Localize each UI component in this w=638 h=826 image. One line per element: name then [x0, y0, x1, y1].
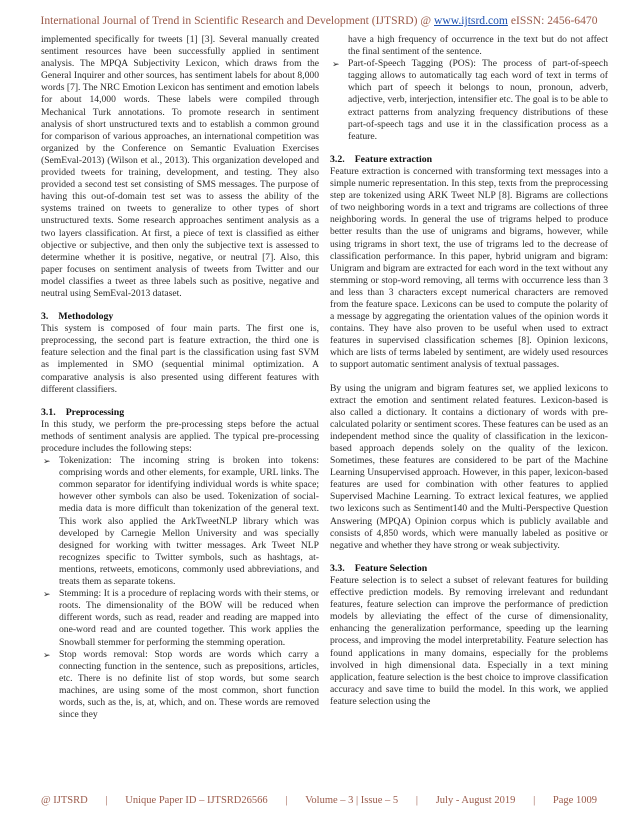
header-issn: eISSN: 2456-6470: [507, 14, 598, 27]
running-footer: [41, 795, 597, 806]
footer-separator: |: [533, 795, 536, 806]
footer-separator: |: [415, 795, 418, 806]
footer-volume: Volume – 3 | Issue – 5: [305, 795, 399, 806]
feature-extraction-paragraph: Feature extraction is concerned with transforming text messages into a simple numeric representation. In this step, texts from the preprocessing step are tokenized using ARK Tweet NLP [8]. Bigrams are collections of two neighboring words in a text and trigrams are collections of three neighboring words. In general the use of trigrams helped to produce better results than the use of unigrams and bigrams, however, while using trigrams in short text, the use of trigrams led to the decrease of classification performance. In this paper, hybrid unigram and bigram: Unigram and bigram are extracted for each word in the text without any stemming or stop-word removing, all terms with occurrence less than 3 and less than 3 characters except numerical characters are removed from the feature space. Lexicons can be used to compute the polarity of a message by aggregating the orientation values of the opinion words it contains. They have also proven to be useful when used to extract features in supervised classification schemes [8]. Opinion lexicons, which are lists of terms labeled by sentiment, are widely used resources to support automatic sentiment analysis of textual passages.: [330, 165, 608, 371]
section-title: Methodology: [58, 311, 114, 323]
subsection-title: Preprocessing: [65, 406, 125, 418]
right-column: [330, 34, 608, 719]
list-item-text: have a high frequency of occurrence in the text but do not affect the final sentiment of the sentence.: [348, 34, 608, 58]
arrow-bullet-icon: ➢: [332, 59, 340, 70]
left-column: [41, 34, 319, 732]
subsection-number: 3.1.: [41, 406, 56, 418]
methodology-paragraph: This system is composed of four main parts. The first one is, preprocessing, the second part is feature extraction, the third one is feature selection and the final part is the classification using fast SVM as implemented in SMO (sequential minimal optimization. A comparative analysis is also presented using different features with different classifiers.: [41, 323, 319, 395]
preprocessing-steps-continued-list: [330, 34, 608, 143]
subsection-heading-feature-selection: [330, 563, 608, 575]
list-item: [41, 455, 319, 588]
feature-selection-paragraph: Feature selection is to select a subset of relevant features for building effective prediction models. By removing irrelevant and redundant features, feature selection can improve the performance of prediction models by alleviating the effect of the curse of dimensionality, enhancing the generalization performance, speeding up the learning process, and improving the model interpretability. Feature selection has found applications in many domains, especially for the problems involved in high dimensional data. Especially in a text mining application, feature selection is the best choice to improve classification accuracy and save time to build the model. In this work, we applied feature selection using the: [330, 574, 608, 707]
section-number: 3.: [41, 311, 49, 323]
subsection-title: Feature extraction: [354, 153, 433, 165]
subsection-number: 3.3.: [330, 562, 345, 574]
header-text: International Journal of Trend in Scientific Research and Development (IJTSRD) @: [40, 14, 434, 27]
preprocessing-steps-list: [41, 455, 319, 721]
arrow-bullet-icon: ➢: [43, 649, 51, 660]
arrow-bullet-icon: ➢: [43, 456, 51, 467]
journal-link[interactable]: www.ijtsrd.com: [434, 14, 508, 27]
list-item-text: Tokenization: The incoming string is broken into tokens: comprising words and other elements, for example, URL links. The common separator for identifying individual words is white space; however other symbols can also be used. Tokenization of social-media data is more difficult than tokenization of the general text. This work also applied the ArkTweetNLP library which was developed by Carnegie Mellon University and was specially designed for working with twitter messages. Ark Tweet NLP recognizes specific to Twitter symbols, such as hashtags, at-mentions, retweets, emoticons, commonly used abbreviations, and treats them as separate tokens.: [59, 455, 319, 588]
footer-page-number: Page 1009: [552, 795, 597, 806]
footer-paper-id: Unique Paper ID – IJTSRD26566: [125, 795, 268, 806]
subsection-heading-preprocessing: [41, 407, 319, 419]
preprocessing-paragraph: In this study, we perform the pre-processing steps before the actual methods of sentiment analysis are applied. The typical pre-processing procedure includes the following steps:: [41, 418, 319, 454]
list-item: [330, 58, 608, 143]
list-item: [330, 34, 608, 58]
section-heading-methodology: [41, 311, 319, 323]
footer-separator: |: [105, 795, 108, 806]
footer-separator: |: [285, 795, 288, 806]
subsection-title: Feature Selection: [354, 562, 428, 574]
footer-site: @ IJTSRD: [41, 795, 88, 806]
subsection-heading-feature-extraction: [330, 154, 608, 166]
footer-date: July - August 2019: [435, 795, 516, 806]
arrow-bullet-icon: ➢: [43, 589, 51, 600]
list-item: [41, 649, 319, 722]
intro-paragraph: implemented specifically for tweets [1] [3]. Several manually created sentiment resources have been successfully applied in sentiment analysis. The MPQA Subjectivity Lexicon, which draws from the General Inquirer and other sources, has sentiment labels for about 8,000 words [7]. The NRC Emotion Lexicon has sentiment and emotion labels for about 14,000 words. These labels were compiled through Mechanical Turk annotations. To promote research in sentiment analysis of short unstructured texts and to establish a common ground for comparison of various approaches, an international competition was organized by the Conference on Semantic Evaluation Exercises (SemEval-2013) (Wilson et al., 2013). This organization developed and provided tweets for training, development, and testing. They also provided a second test set consisting of SMS messages. The purpose of having this out-of-domain test set was to assess the ability of the systems trained on tweets to generalize to other types of short unstructured texts. Some research approaches sentiment analysis as a two layers classification. At first, a piece of text is classified as either objective or subjective, and then only the subjective text is assessed to determine whether it is positive, negative, or neutral [7]. Also, this paper focuses on sentiment analysis of tweets from Twitter and our model classifies a tweet as three labels such as positive, negative and neutral using SemEval-2013 dataset.: [41, 34, 319, 299]
lexicon-paragraph: By using the unigram and bigram features set, we applied lexicons to extract the emotion and sentiment related features. Lexicon-based is also called a dictionary. It contains a dictionary of words with pre-calculated polarity or sentiment scores. These features can be used as an independent method since the quality of classification in the lexicon-based approach depends solely on the quality of the lexicon. Sometimes, these features are considered to be part of the Machine Learning Unsupervised approach. However, in this paper, lexicon-based features are used for combination with other features to applied Supervised Machine Learning. To extract lexical features, we applied two lexicons such as Sentiment140 and the Multi-Perspective Question Answering (MPQA) Opinion corpus which is publicly available and consists of 4,850 words, which were manually labeled as positive or negative and whether they have strong or weak subjectivity.: [330, 382, 608, 551]
list-item-text: Stemming: It is a procedure of replacing words with their stems, or roots. The dimensionality of the BOW will be reduced when different words, such as read, reader and reading are mapped into one-word read and are counted together. This work applies the Snowball stemmer for performing the stemming operation.: [59, 588, 319, 648]
running-header: [0, 14, 638, 27]
list-item-text: Part-of-Speech Tagging (POS): The process of part-of-speech tagging allows to automatically tag each word of text in terms of which part of speech it belongs to noun, pronoun, adverb, adjective, verb, interjection, intensifier etc. The goal is to be able to extract patterns from analyzing frequency distributions of these part-of-speech tags and use it in the classification process as a feature.: [348, 58, 608, 142]
subsection-number: 3.2.: [330, 153, 345, 165]
list-item: [41, 588, 319, 648]
list-item-text: Stop words removal: Stop words are words which carry a connecting function in the sentence, such as prepositions, articles, etc. There is no definite list of stop words, but some search machines, are using some of the most common, short function words, such as the, is, at, which, and on. These words are removed since they: [59, 648, 319, 721]
